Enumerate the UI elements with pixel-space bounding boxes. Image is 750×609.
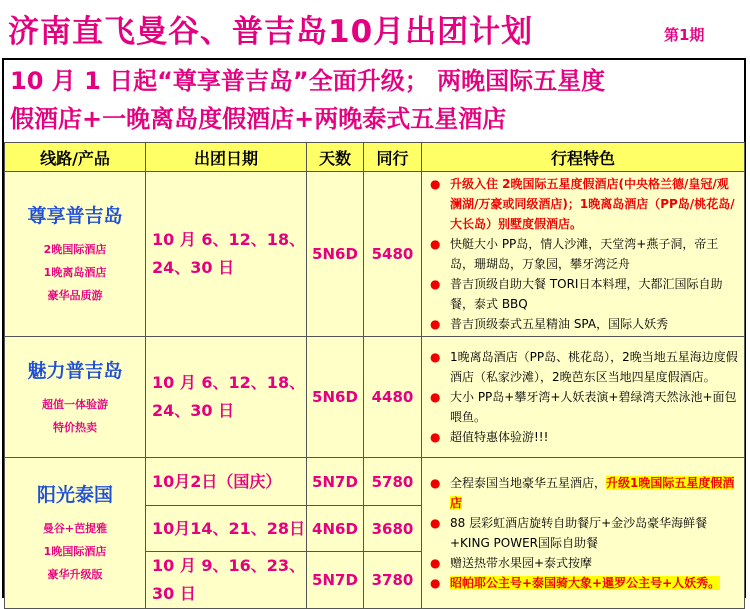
list-item (426, 314, 740, 334)
product-name: 魅力普吉岛 (27, 359, 123, 382)
trade-price: 3780 (364, 552, 422, 609)
feature-text: 1晚离岛酒店（PP岛、桃花岛），2晚当地五星海边度假酒店（私家沙滩），2晚芭东区当地四星度假酒店。 (450, 350, 738, 384)
product-sub: 豪华品质游 (47, 289, 103, 302)
feature-highlight: 昭帕耶公主号+泰国骑大象+暹罗公主号+人妖秀。 (450, 576, 721, 590)
feature-text: 普吉顶级泰式五星精油 SPA，国际人妖秀 (450, 317, 669, 331)
bullet-icon: ● (430, 177, 441, 191)
trade-price: 5480 (364, 172, 422, 337)
product-sub: 1晚国际酒店 (43, 545, 107, 558)
bullet-icon: ● (430, 277, 441, 291)
table-row (5, 172, 745, 337)
page-title: 济南直飞曼谷、普吉岛10月出团计划 (8, 14, 534, 50)
departure-dates: 10月14、21、28日 (146, 506, 307, 552)
tour-table (4, 142, 745, 609)
departure-dates: 10月2日（国庆） (146, 458, 307, 506)
product-name: 阳光泰国 (36, 484, 113, 506)
list-item (426, 473, 740, 513)
bullet-icon: ● (430, 476, 441, 490)
trip-days: 5N6D (307, 337, 364, 458)
feature-text: 升级入住 2晚国际五星度假酒店(中央格兰德/皇冠/观澜湖/万豪或同级酒店)；1晚离岛酒店（PP岛/桃花岛/大长岛）别墅度假酒店。 (450, 177, 735, 231)
feature-text: 大小 PP岛+攀牙湾+人妖表演+碧绿湾天然泳池+面包喂鱼。 (450, 390, 737, 424)
list-item (426, 573, 740, 593)
product-sub: 2晚国际酒店 (43, 243, 107, 256)
col-header-route: 线路/产品 (5, 143, 146, 172)
list-item (426, 553, 740, 573)
feature-text: 88 层彩虹酒店旋转自助餐厅+金沙岛豪华海鲜餐+KING POWER国际自助餐 (450, 516, 708, 550)
feature-text: 超值特惠体验游!!! (450, 430, 549, 444)
list-item (426, 347, 740, 387)
departure-dates: 10 月 6、12、18、24、30 日 (146, 172, 307, 337)
bullet-icon: ● (430, 237, 441, 251)
trade-price: 3680 (364, 506, 422, 552)
product-cell (5, 172, 146, 337)
col-header-price: 同行 (364, 143, 422, 172)
trade-price: 4480 (364, 337, 422, 458)
product-cell (5, 458, 146, 609)
trip-days: 5N6D (307, 172, 364, 337)
list-item (426, 513, 740, 553)
banner-line-1: 10 月 1 日起“尊享普吉岛”全面升级； 两晚国际五星度 (10, 67, 606, 95)
bullet-icon: ● (430, 576, 441, 590)
list-item (426, 387, 740, 427)
features-cell (422, 172, 745, 337)
trade-price: 5780 (364, 458, 422, 506)
product-sub: 超值一体验游 (42, 397, 108, 411)
trip-days: 5N7D (307, 552, 364, 609)
product-sub: 特价热卖 (53, 420, 97, 434)
features-cell (422, 458, 745, 609)
bullet-icon: ● (430, 390, 441, 404)
bullet-icon: ● (430, 317, 441, 331)
product-sub: 1晚离岛酒店 (43, 266, 107, 279)
feature-text: 赠送热带水果园+泰式按摩 (450, 556, 593, 570)
plan-frame (2, 58, 746, 603)
product-sub: 豪华升级版 (47, 568, 103, 581)
departure-dates: 10 月 6、12、18、24、30 日 (146, 337, 307, 458)
feature-text: 普吉顶级自助大餐 TORI日本料理，大都汇国际自助餐，泰式 BBQ (450, 277, 723, 311)
trip-days: 4N6D (307, 506, 364, 552)
feature-text: 快艇大小 PP岛，情人沙滩，天堂湾+燕子洞，帝王岛，珊瑚岛，万象园，攀牙湾泛舟 (450, 237, 719, 271)
col-header-date: 出团日期 (146, 143, 307, 172)
list-item (426, 274, 740, 314)
list-item (426, 427, 740, 447)
list-item (426, 234, 740, 274)
product-cell (5, 337, 146, 458)
table-header-row (5, 143, 745, 172)
bullet-icon: ● (430, 516, 441, 530)
issue-number: 第1期 (664, 26, 705, 44)
upgrade-banner (4, 60, 744, 142)
product-name: 尊享普吉岛 (27, 205, 123, 227)
features-cell (422, 337, 745, 458)
bullet-icon: ● (430, 350, 441, 364)
list-item (426, 174, 740, 234)
col-header-days: 天数 (307, 143, 364, 172)
table-row (5, 458, 745, 506)
departure-dates: 10 月 9、16、23、30 日 (146, 552, 307, 609)
table-row (5, 337, 745, 458)
feature-highlight: 升级1晚国际五星度假酒店 (450, 476, 735, 510)
trip-days: 5N7D (307, 458, 364, 506)
feature-text: 全程泰国当地豪华五星酒店， (450, 476, 607, 490)
bullet-icon: ● (430, 430, 441, 444)
bullet-icon: ● (430, 556, 441, 570)
col-header-features: 行程特色 (422, 143, 745, 172)
product-sub: 曼谷+芭提雅 (42, 522, 108, 535)
page-header (0, 0, 750, 50)
banner-line-2: 假酒店+一晚离岛度假酒店+两晚泰式五星酒店 (10, 105, 507, 133)
